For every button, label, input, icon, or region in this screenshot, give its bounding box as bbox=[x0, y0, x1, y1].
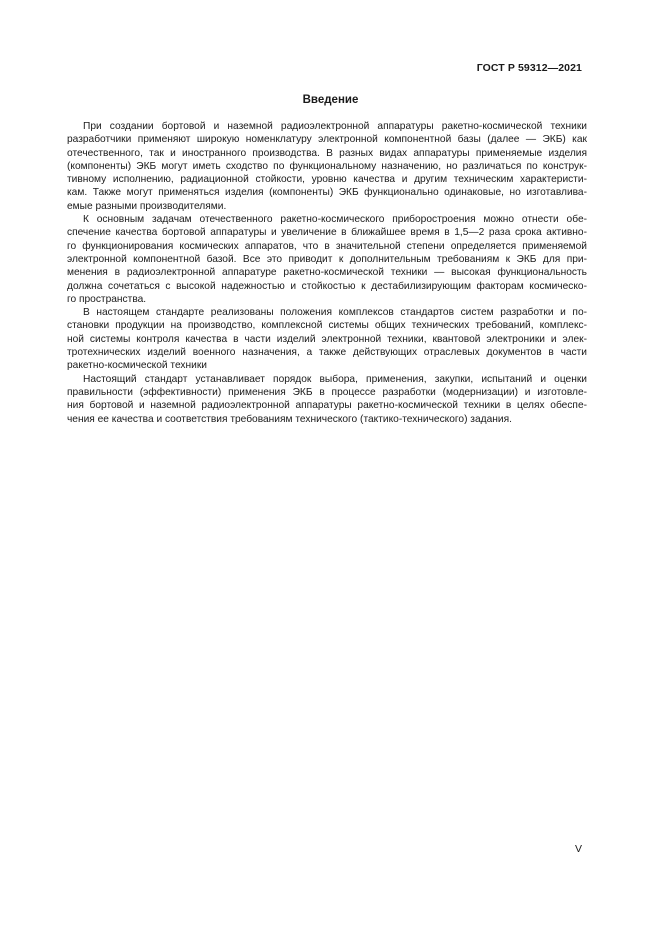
text-line: должна сочетаться с высокой надежностью и стойкостью к дестабилизирующим факторам космическо- bbox=[67, 280, 587, 292]
text-line: правильности (эффективности) применения ЭКБ в процессе разработки (модернизации) и изготовле- bbox=[67, 386, 587, 398]
page-number: V bbox=[574, 843, 582, 855]
text-line: спечение качества бортовой аппаратуры и увеличение в ближайшее время в 1,5—2 раза срока активно- bbox=[67, 227, 587, 239]
text-line: менения в радиоэлектронной аппаратуре ракетно-космической техники — высокая функциональность bbox=[67, 267, 587, 279]
text-line: электронной компонентной базой. Все это приводит к дополнительным требованиям к ЭКБ для при- bbox=[67, 253, 587, 265]
paragraph bbox=[67, 120, 587, 213]
text-line: К основным задачам отечественного ракетно-космического приборостроения можно отнести обе- bbox=[83, 214, 587, 226]
introduction-body bbox=[67, 120, 587, 426]
text-line: (компоненты) ЭКБ могут иметь сходство по функциональному назначению, но различаться по конструк- bbox=[67, 160, 587, 172]
text-line: го функционирования космических аппаратов, что в значительной степени определяется применяемой bbox=[67, 240, 587, 252]
text-line: разработчики применяют широкую номенклатуру электронной компонентной базы (далее — ЭКБ) как bbox=[67, 134, 587, 146]
text-line: ния бортовой и наземной радиоэлектронной аппаратуры ракетно-космической техники в целях обеспе- bbox=[67, 400, 587, 412]
text-line: отечественного, так и иностранного производства. В разных видах аппаратуры применяемые изделия bbox=[67, 147, 587, 159]
text-line: ной системы контроля качества в части изделий электронной техники, квантовой электроники и элек- bbox=[67, 333, 587, 345]
text-line: тротехнических изделий военного назначения, а также действующих отраслевых документов в части bbox=[67, 347, 587, 359]
section-title: Введение bbox=[302, 94, 359, 106]
text-line: Настоящий стандарт устанавливает порядок выбора, применения, закупки, испытаний и оценки bbox=[83, 373, 587, 385]
text-line: ракетно-космической техники bbox=[67, 360, 207, 372]
paragraph bbox=[67, 306, 587, 372]
text-line: тивному исполнению, радиационной стойкости, уровню качества и другим техническим характеристи- bbox=[67, 174, 587, 186]
text-line: емые разными производителями. bbox=[67, 200, 227, 212]
text-line: При создании бортовой и наземной радиоэлектронной аппаратуры ракетно-космической техники bbox=[83, 121, 587, 132]
text-line: го пространства. bbox=[67, 293, 147, 305]
document-code: ГОСТ Р 59312—2021 bbox=[476, 62, 582, 74]
paragraph bbox=[67, 373, 587, 426]
paragraph bbox=[67, 213, 587, 306]
text-line: чения ее качества и соответствия требованиям технического (тактико-технического) задания. bbox=[67, 413, 512, 425]
text-line: становки продукции на производство, комплексной системы общих технических требований, комплекс- bbox=[67, 320, 587, 332]
text-line: кам. Также могут применяться изделия (компоненты) ЭКБ функционально одинаковые, но изготавлива- bbox=[67, 187, 587, 199]
text-line: В настоящем стандарте реализованы положения комплексов стандартов систем разработки и по- bbox=[83, 307, 587, 319]
